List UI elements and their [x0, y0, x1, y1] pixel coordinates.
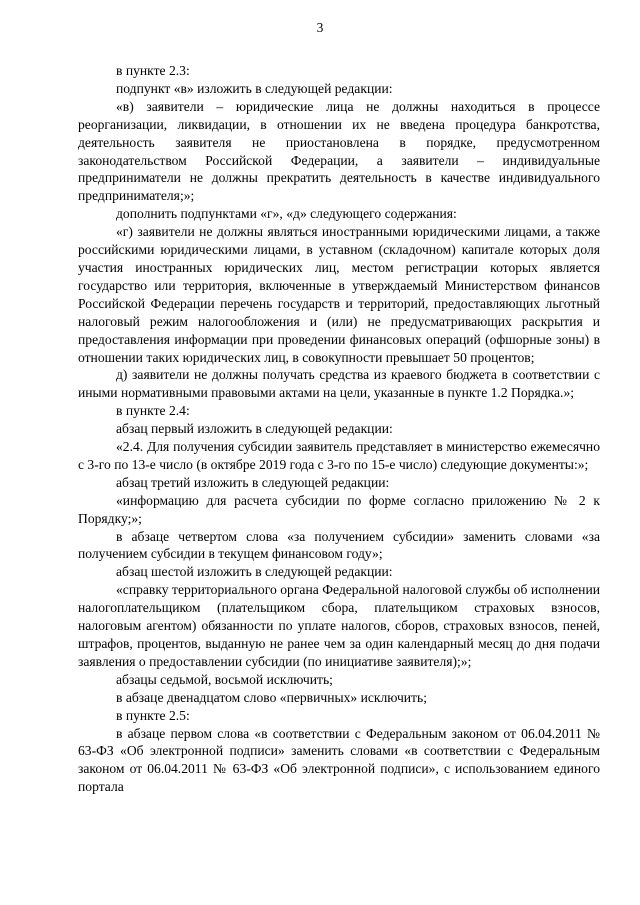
paragraph: в абзаце первом слова «в соответствии с Федеральным законом от 06.04.2011 № 63-ФЗ «Об электронной подписи» заменить словами «в соответствии с Федеральным законом от 06.04.2011 № 63-ФЗ «Об электронной подписи», с использованием единого портала — [78, 725, 600, 795]
paragraph: дополнить подпунктами «г», «д» следующего содержания: — [116, 206, 457, 222]
paragraph: абзац первый изложить в следующей редакции: — [116, 421, 393, 437]
paragraph: «справку территориального органа Федеральной налоговой службы об исполнении налогоплательщиком (плательщиком сбора, плательщиком страховых взносов, налоговым агентом) обязанности по уплате налогов, сборов, страховых взносов, пеней, штрафов, процентов, выданную не ранее чем за один календарный месяц до дня подачи заявления о предоставлении субсидии (по инициативе заявителя);»; — [78, 582, 600, 669]
document-body — [78, 62, 600, 796]
paragraph: абзац третий изложить в следующей редакции: — [116, 474, 390, 490]
paragraph: в пункте 2.4: — [116, 403, 190, 419]
paragraph: в пункте 2.3: — [116, 63, 190, 78]
page-number: 3 — [316, 20, 324, 35]
paragraph: «в) заявители – юридические лица не должны находиться в процессе реорганизации, ликвидации, в отношении их не введена процедура банкротства, деятельность заявителя не приостановлена в порядке, предусмотренном законодательством Российской Федерации, а заявители – индивидуальные предприниматели не должны прекратить деятельность в качестве индивидуального предпринимателя;»; — [78, 98, 600, 204]
paragraph: «г) заявители не должны являться иностранными юридическими лицами, а также российскими юридическими лицами, в уставном (складочном) капитале которых доля участия иностранных юридических лиц, местом регистрации которых является государство или территория, включенные в утверждаемый Министерством финансов Российской Федерации перечень государств и территорий, предоставляющих льготный налоговый режим налогообложения и (или) не предусматривающих раскрытия и предоставления информации при проведении финансовых операций (офшорные зоны) в отношении таких юридических лиц, в совокупности превышает 50 процентов; — [78, 224, 600, 365]
paragraph: «2.4. Для получения субсидии заявитель представляет в министерство ежемесячно с 3-го по 13-е число (в октябре 2019 года с 3-го по 15-е число) следующие документы:»; — [78, 439, 600, 472]
paragraph: «информацию для расчета субсидии по форме согласно приложению № 2 к Порядку;»; — [78, 492, 600, 526]
paragraph: в абзаце четвертом слова «за получением субсидии» заменить словами «за получением субсидии в текущем финансовом году»; — [78, 528, 600, 562]
paragraph: абзацы седьмой, восьмой исключить; — [116, 671, 333, 687]
paragraph: д) заявители не должны получать средства из краевого бюджета в соответствии с иными нормативными правовыми актами на цели, указанные в пункте 1.2 Порядка.»; — [78, 367, 600, 401]
paragraph: абзац шестой изложить в следующей редакции: — [116, 564, 393, 580]
paragraph: в пункте 2.5: — [116, 707, 190, 723]
paragraph: подпункт «в» изложить в следующей редакции: — [116, 80, 393, 96]
paragraph: в абзаце двенадцатом слово «первичных» исключить; — [116, 689, 427, 705]
